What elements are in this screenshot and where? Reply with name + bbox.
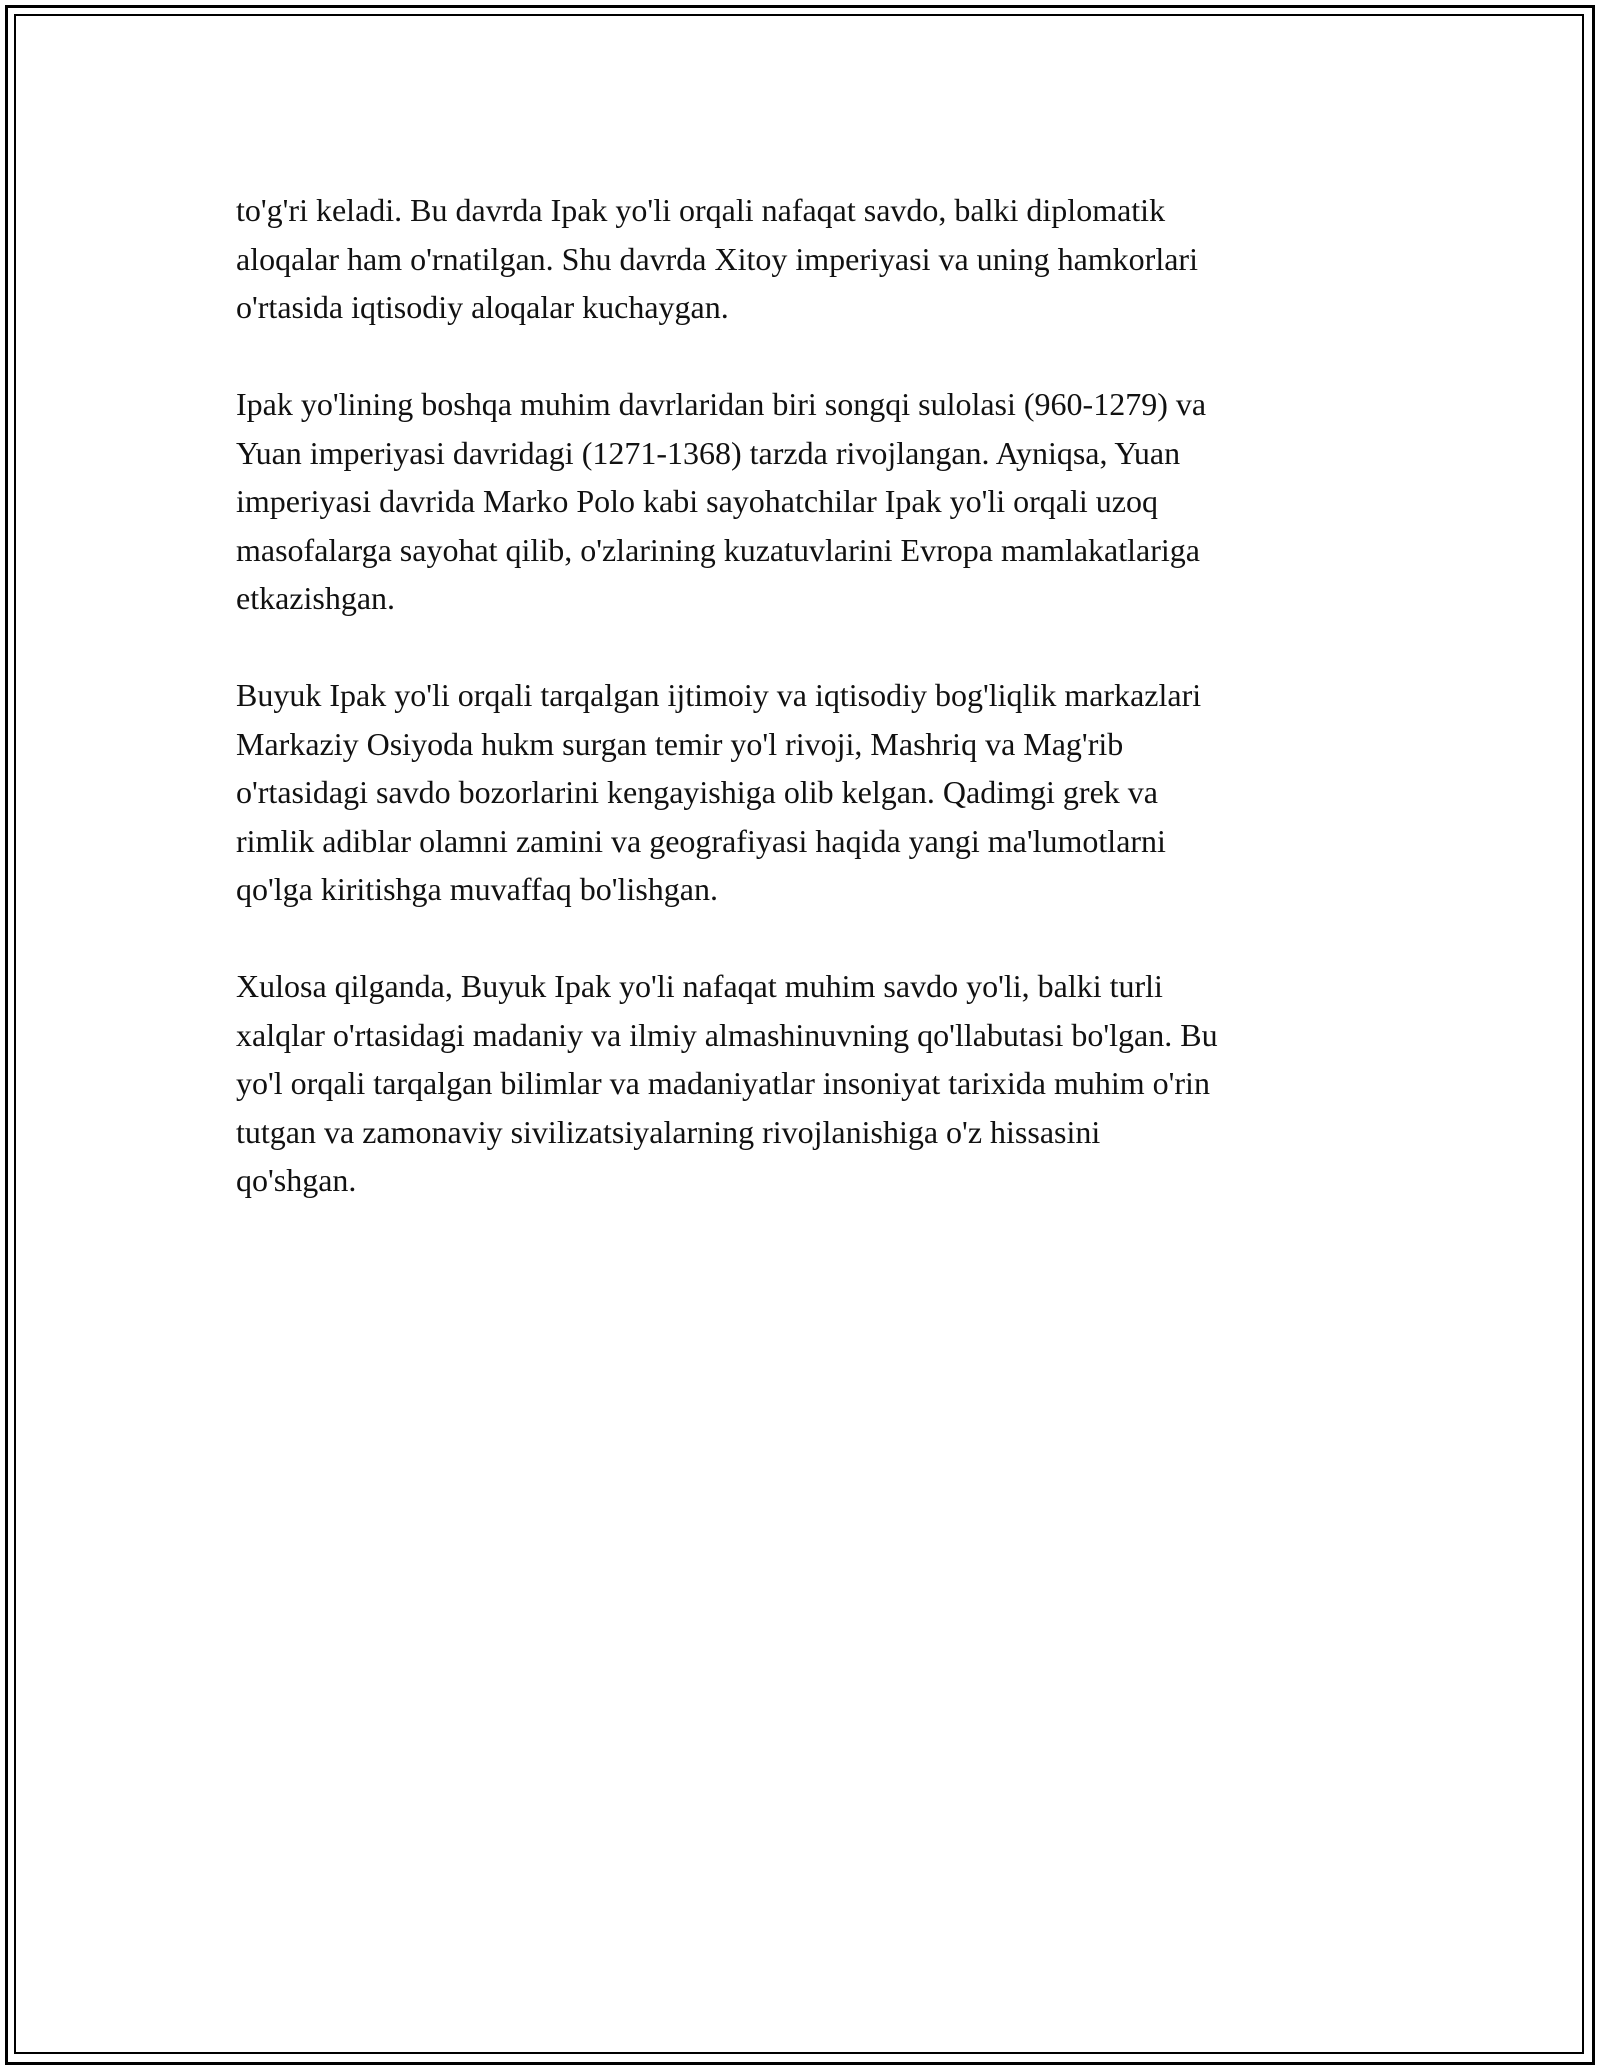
paragraph: to'g'ri keladi. Bu davrda Ipak yo'li orqali nafaqat savdo, balki diplomatik aloqalar ham o'rnatilgan. Shu davrda Xitoy imperiyasi va uning hamkorlari o'rtasida iqtisodiy aloqalar kuchaygan. (236, 192, 1198, 325)
paragraph: Ipak yo'lining boshqa muhim davrlaridan biri songqi sulolasi (960-1279) va Yuan imperiyasi davridagi (1271-1368) tarzda rivojlangan. Ayniqsa, Yuan imperiyasi davrida Marko Polo kabi sayohatchilar Ipak yo'li orqali uzoq masofalarga sayohat qilib, o'zlarining kuzatuvlarini Evropa mamlakatlariga etkazishgan. (236, 386, 1207, 616)
document-body (236, 186, 1366, 1253)
paragraph: Xulosa qilganda, Buyuk Ipak yo'li nafaqat muhim savdo yo'li, balki turli xalqlar o'rtasidagi madaniy va ilmiy almashinuvning qo'llabutasi bo'lgan. Bu yo'l orqali tarqalgan bilimlar va madaniyatlar insoniyat tarixida muhim o'rin tutgan va zamonaviy sivilizatsiyalarning rivojlanishiga o'z hissasini qo'shgan. (236, 968, 1218, 1198)
paragraph: Buyuk Ipak yo'li orqali tarqalgan ijtimoiy va iqtisodiy bog'liqlik markazlari Markaziy Osiyoda hukm surgan temir yo'l rivoji, Mashriq va Mag'rib o'rtasidagi savdo bozorlarini kengayishiga olib kelgan. Qadimgi grek va rimlik adiblar olamni zamini va geografiyasi haqida yangi ma'lumotlarni qo'lga kiritishga muvaffaq bo'lishgan. (236, 677, 1202, 907)
